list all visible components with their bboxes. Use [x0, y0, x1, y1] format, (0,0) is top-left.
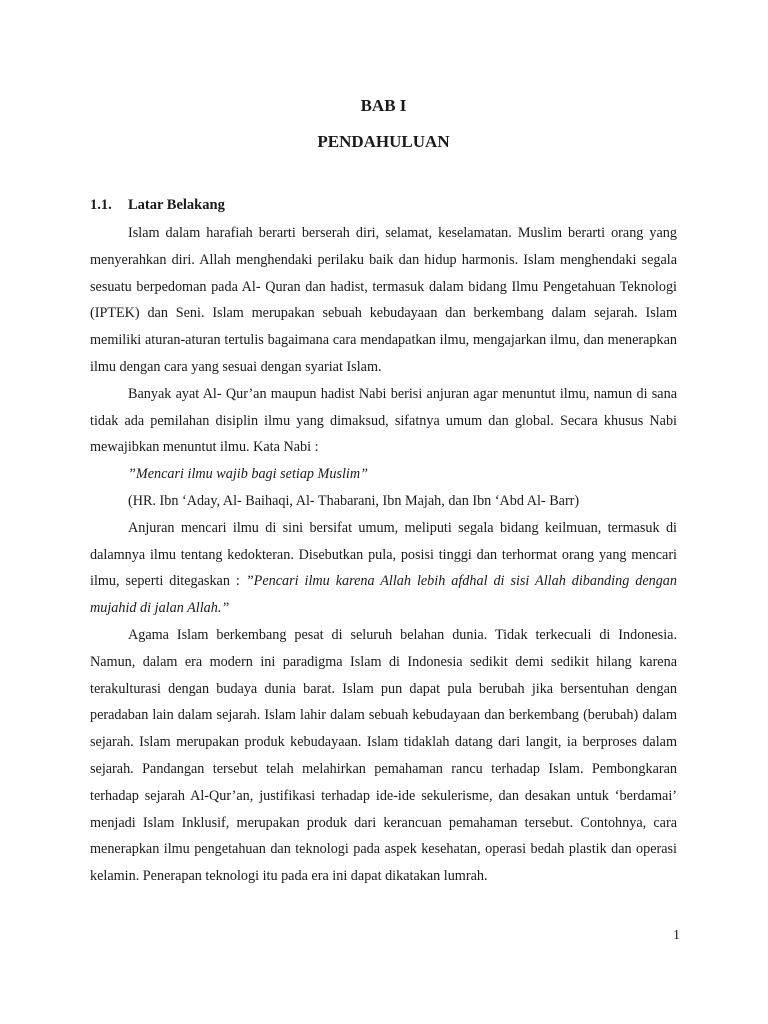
chapter-number: BAB I: [360, 96, 407, 115]
body-text: [90, 220, 677, 890]
paragraph-3-text: Anjuran mencari ilmu di sini bersifat umum, meliputi segala bidang keilmuan, termasuk di dalamnya ilmu tentang kedokteran. Disebutkan pula, posisi tinggi dan terhormat orang yang mencari ilmu, seperti ditegaskan :: [90, 519, 677, 590]
section-number: 1.1.: [90, 197, 112, 213]
quote-hadith: [90, 461, 677, 488]
paragraph-2: Banyak ayat Al- Qur’an maupun hadist Nabi berisi anjuran agar menuntut ilmu, namun di sana tidak ada pemilahan disiplin ilmu yang dimaksud, sifatnya umum dan global. Secara khusus Nabi mewajibkan menuntut ilmu. Kata Nabi :: [90, 385, 677, 456]
section-heading: [90, 197, 225, 214]
chapter-title: PENDAHULUAN: [317, 132, 450, 151]
quote-hadith-text: ”Mencari ilmu wajib bagi setiap Muslim”: [128, 466, 369, 483]
quote-source: (HR. Ibn ‘Aday, Al- Baihaqi, Al- Thabarani, Ibn Majah, dan Ibn ‘Abd Al- Barr): [128, 492, 580, 509]
paragraph-3-quote: ”Pencari ilmu karena Allah lebih afdhal di sisi Allah dibanding dengan mujahid di jalan Allah.”: [90, 573, 677, 617]
paragraph-4: Agama Islam berkembang pesat di seluruh belahan dunia. Tidak terkecuali di Indonesia. Namun, dalam era modern ini paradigma Islam di Indonesia sedikit demi sedikit hilang karena terakulturasi dengan budaya dunia barat. Islam pun dapat pula berubah jika bersentuhan dengan peradaban lain dalam sejarah. Islam lahir dalam sebuah kebudayaan dan berkembang (berubah) dalam sejarah. Islam merupakan produk kebudayaan. Islam tidaklah datang dari langit, ia berproses dalam sejarah. Pandangan tersebut telah melahirkan pemahaman rancu terhadap Islam. Pembongkaran terhadap sejarah Al-Qur’an, justifikasi terhadap ide-ide sekulerisme, dan desakan untuk ‘berdamai’ menjadi Islam Inklusif, merupakan produk dari kerancuan pemahaman tersebut. Contohnya, cara menerapkan ilmu pengetahuan dan teknologi pada aspek kesehatan, operasi bedah plastik dan operasi kelamin. Penerapan teknologi itu pada era ini dapat dikatakan lumrah.: [90, 626, 677, 885]
section-title: Latar Belakang: [128, 197, 225, 213]
paragraph-3: [90, 515, 677, 622]
page-number: 1: [673, 928, 680, 943]
paragraph-1: Islam dalam harafiah berarti berserah diri, selamat, keselamatan. Muslim berarti orang yang menyerahkan diri. Allah menghendaki perilaku baik dan hidup harmonis. Islam menghendaki segala sesuatu berpedoman pada Al- Quran dan hadist, termasuk dalam bidang Ilmu Pengetahuan Teknologi (IPTEK) dan Seni. Islam merupakan sebuah kebudayaan dan berkembang dalam sejarah. Islam memiliki aturan-aturan tertulis bagaimana cara mendapatkan ilmu, mengajarkan ilmu, dan menerapkan ilmu dengan cara yang sesuai dengan syariat Islam.: [90, 225, 677, 375]
